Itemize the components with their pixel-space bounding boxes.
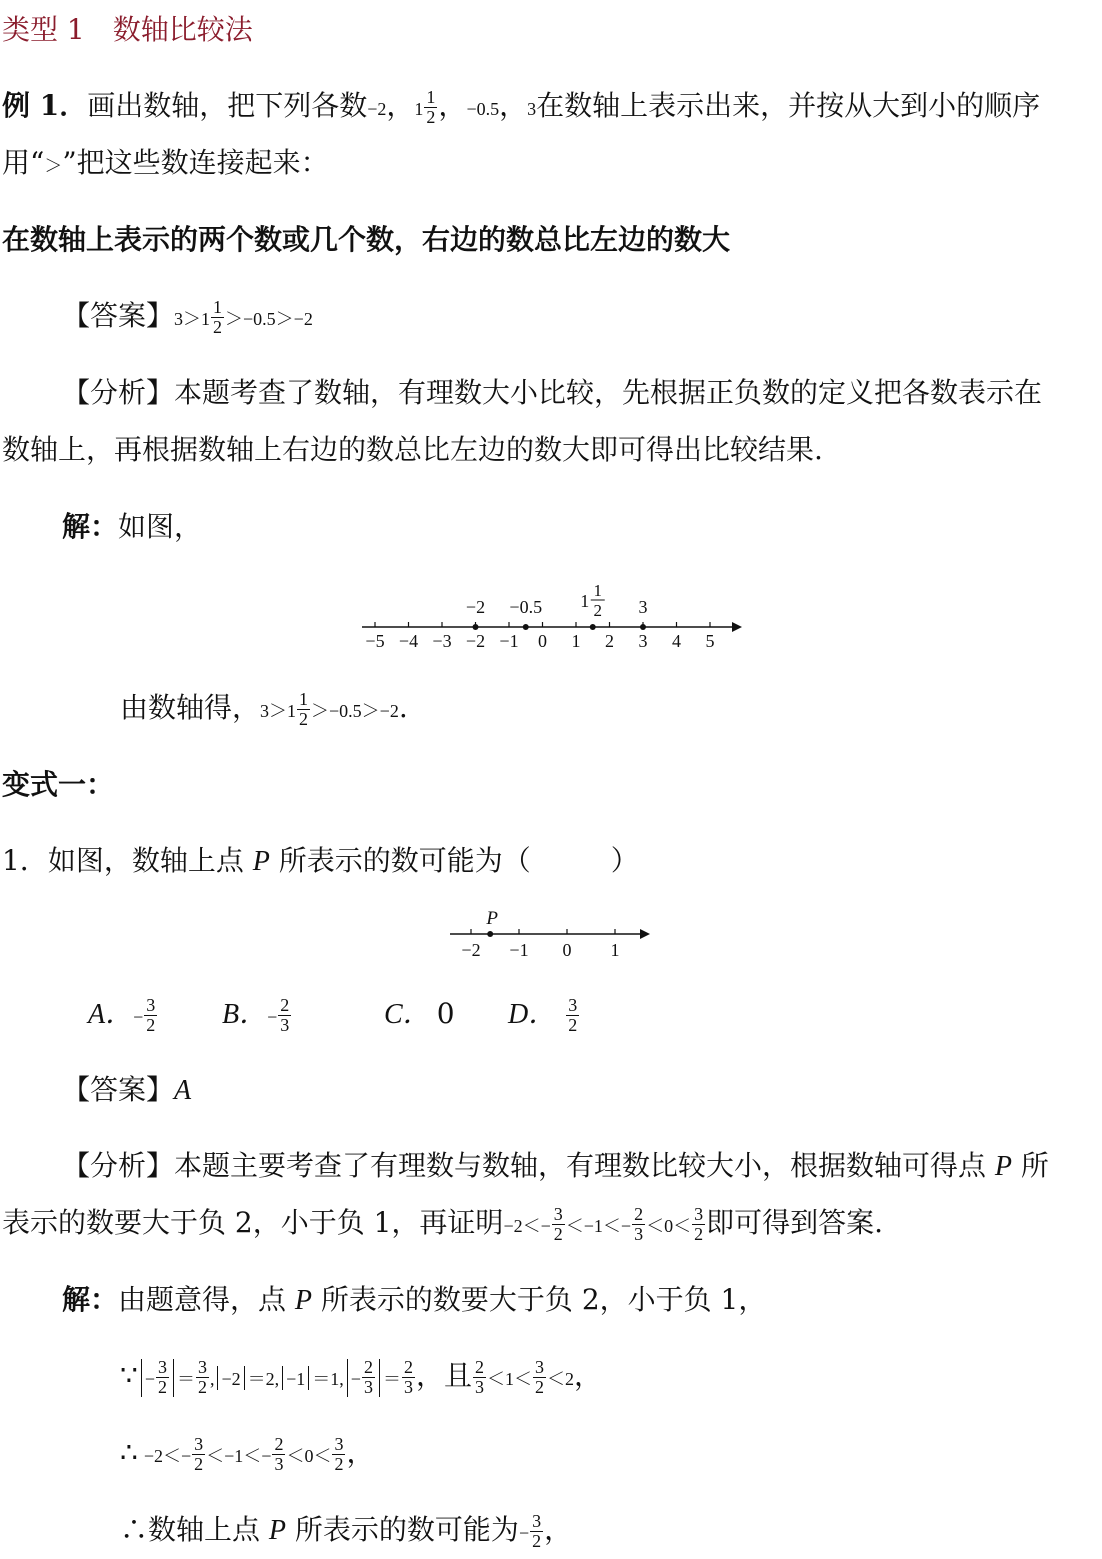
comma: , <box>209 1369 215 1389</box>
answer-1 <box>62 296 313 339</box>
option-fraction <box>278 996 291 1035</box>
lt-symbol: ＜ <box>522 1216 541 1236</box>
fraction-numerator: 3 <box>534 1357 544 1377</box>
fraction-denominator: 2 <box>532 1531 542 1551</box>
point-p-label: P <box>486 908 499 929</box>
question-text-c: ） <box>610 844 639 877</box>
fraction <box>530 1512 543 1551</box>
tick-label: 0 <box>562 940 572 960</box>
conclusion-expr-b: ＞−0.5＞−2 <box>311 701 399 721</box>
conclusion-text: 由数轴得， <box>120 691 261 724</box>
therefore-symbol: ∴ <box>120 1436 138 1469</box>
fraction-denominator: 2 <box>694 1224 704 1244</box>
lt-symbol: ＜ <box>513 1369 532 1389</box>
fraction-numerator: 2 <box>280 995 290 1015</box>
fraction-denominator: 3 <box>280 1015 290 1035</box>
tick-label: 1 <box>610 940 620 960</box>
solution-text: 如图， <box>118 510 203 543</box>
math-term: 1 <box>330 1369 340 1389</box>
option-b <box>222 994 292 1037</box>
point-p-dot <box>487 931 493 937</box>
math-term: 1 <box>504 1369 514 1389</box>
arrow-head <box>640 929 650 939</box>
answer-value: A <box>174 1075 192 1106</box>
abs-bar <box>217 1366 218 1390</box>
point-label-denominator: 2 <box>593 601 602 620</box>
lt-symbol: ＜ <box>486 1369 505 1389</box>
math-term: −1 <box>286 1369 306 1389</box>
fraction-numerator: 3 <box>197 1357 207 1377</box>
tick-label: −1 <box>499 631 519 651</box>
point-dot <box>473 624 479 630</box>
point-label: −2 <box>465 597 486 617</box>
fraction <box>362 1358 375 1397</box>
option-letter: B． <box>222 999 268 1030</box>
fraction-denominator: 2 <box>213 317 223 337</box>
math-term: −2 <box>143 1446 163 1466</box>
analysis-text-d: 即可得到答案. <box>706 1206 883 1239</box>
comma: , <box>274 1369 280 1389</box>
abs-bar <box>282 1366 283 1390</box>
fraction <box>632 1205 645 1244</box>
example-text-a: 画出数轴，把下列各数 <box>87 89 368 122</box>
solution-label: 解： <box>62 1283 119 1316</box>
tick-label: −5 <box>365 631 385 651</box>
therefore-text-a: 数轴上点 <box>148 1513 269 1546</box>
fraction-numerator: 3 <box>568 995 578 1015</box>
fraction-numerator: 3 <box>532 1511 542 1531</box>
comma: ， <box>573 1359 602 1392</box>
minus-sign: − <box>518 1523 530 1543</box>
example-number-2-fraction <box>424 88 437 127</box>
therefore-symbol: ∴ <box>120 1513 149 1546</box>
math-term: −2 <box>221 1369 241 1389</box>
period: . <box>398 691 408 724</box>
comma: ， <box>544 1513 573 1546</box>
eq-symbol: ＝ <box>312 1369 331 1389</box>
fraction-denominator: 2 <box>299 709 309 729</box>
question-text-b: 所表示的数可能为（ <box>269 844 531 877</box>
point-label: −0.5 <box>509 597 543 617</box>
fraction <box>473 1358 486 1397</box>
eq-symbol: ＝ <box>382 1369 401 1389</box>
fraction <box>402 1358 415 1397</box>
minus-sign: − <box>144 1369 155 1389</box>
fraction-denominator: 3 <box>363 1377 373 1397</box>
fraction-numerator: 1 <box>213 297 223 317</box>
because-symbol: ∵ <box>120 1359 138 1392</box>
separator: ， <box>499 89 528 122</box>
minus-sign: − <box>620 1216 632 1236</box>
math-term: −1 <box>224 1446 244 1466</box>
comma: , <box>339 1369 344 1389</box>
fraction-denominator: 3 <box>403 1377 413 1397</box>
point-label: 3 <box>638 597 648 617</box>
section-title: 类型 1 数轴比较法 <box>2 13 253 46</box>
therefore-line-2 <box>120 1510 572 1553</box>
tick-label: −2 <box>465 631 486 651</box>
tick-label: −4 <box>398 631 419 651</box>
fraction-denominator: 3 <box>634 1224 644 1244</box>
point-dot <box>590 624 596 630</box>
point-label-numerator: 1 <box>593 581 602 600</box>
fraction <box>272 1435 285 1474</box>
point-dot <box>640 624 646 630</box>
minus-sign: − <box>540 1216 551 1236</box>
solution-text-b: 所表示的数要大于负 2，小于负 1， <box>312 1283 767 1316</box>
fraction-denominator: 2 <box>334 1454 344 1474</box>
and-text: ，且 <box>415 1359 472 1392</box>
fraction <box>156 1358 169 1397</box>
option-c <box>384 994 455 1035</box>
math-term: 0 <box>664 1216 674 1236</box>
answer-expr-a: 3＞1 <box>174 309 211 329</box>
example-line2-start: 用“ <box>2 146 45 179</box>
option-fraction <box>566 996 579 1035</box>
minus-sign: − <box>267 1007 278 1027</box>
abs-bar <box>173 1359 174 1397</box>
solution-2 <box>62 1280 766 1321</box>
solution-text-a: 由题意得，点 <box>118 1283 295 1316</box>
fraction <box>533 1358 546 1397</box>
tick-label: −3 <box>432 631 452 651</box>
tick-label: 2 <box>605 631 614 651</box>
fraction-denominator: 2 <box>197 1377 207 1397</box>
fraction-denominator: 2 <box>146 1015 156 1035</box>
minus-sign: − <box>261 1446 272 1466</box>
abs-bar <box>379 1359 380 1397</box>
abs-bar <box>308 1366 309 1390</box>
example-number-2-whole: 1 <box>414 99 424 119</box>
fraction-numerator: 2 <box>634 1204 644 1224</box>
point-p: P <box>294 1285 313 1316</box>
abs-bar <box>244 1366 245 1390</box>
math-term: 2 <box>265 1369 275 1389</box>
tick-label: −2 <box>461 940 481 960</box>
conclusion-expr-a: 3＞1 <box>260 701 297 721</box>
fraction-denominator: 2 <box>426 107 436 127</box>
lt-symbol: ＜ <box>646 1216 665 1236</box>
fraction-denominator: 2 <box>568 1015 578 1035</box>
fraction-numerator: 2 <box>403 1357 413 1377</box>
tick-label: 1 <box>571 631 581 651</box>
fraction-numerator: 1 <box>299 689 309 709</box>
example-line-2 <box>2 143 329 186</box>
fraction-numerator: 2 <box>274 1434 284 1454</box>
point-dot <box>523 624 529 630</box>
number-line-1 <box>360 578 750 658</box>
fraction-numerator: 1 <box>426 87 436 107</box>
fraction-denominator: 2 <box>534 1377 544 1397</box>
point-p: P <box>994 1151 1013 1182</box>
solution-1 <box>62 507 202 547</box>
tick-label: 0 <box>538 631 547 651</box>
abs-bar <box>141 1359 142 1397</box>
minus-sign: − <box>180 1446 192 1466</box>
example-number-3: −0.5 <box>466 99 500 119</box>
fraction-denominator: 2 <box>194 1454 204 1474</box>
tick-label: 5 <box>705 631 715 651</box>
math-term: −1 <box>583 1216 603 1236</box>
fraction-numerator: 2 <box>474 1357 484 1377</box>
fraction <box>332 1435 345 1474</box>
therefore-line-1 <box>120 1433 374 1476</box>
fraction <box>196 1358 209 1397</box>
fraction-numerator: 3 <box>146 995 156 1015</box>
lt-symbol: ＜ <box>546 1369 565 1389</box>
fraction-numerator: 3 <box>194 1434 204 1454</box>
fraction-numerator: 2 <box>363 1357 373 1377</box>
example-text-b: 在数轴上表示出来，并按从大到小的顺序 <box>536 89 1041 122</box>
fraction-denominator: 2 <box>553 1224 563 1244</box>
lt-symbol: ＜ <box>206 1446 225 1466</box>
example-number-4: 3 <box>527 99 537 119</box>
analysis-2-line-2 <box>2 1203 883 1246</box>
because-line <box>120 1356 602 1399</box>
fraction-numerator: 3 <box>157 1357 167 1377</box>
analysis-2-line-1 <box>62 1146 1049 1187</box>
tick-label: 3 <box>638 631 648 651</box>
answer-label: 【答案】 <box>62 1073 175 1106</box>
lt-symbol: ＜ <box>673 1216 692 1236</box>
fraction <box>192 1435 205 1474</box>
fraction-numerator: 3 <box>694 1204 704 1224</box>
fraction-numerator: 3 <box>334 1434 344 1454</box>
lt-symbol: ＜ <box>286 1446 305 1466</box>
analysis-1-line-1: 【分析】本题考查了数轴，有理数大小比较，先根据正负数的定义把各数表示在 <box>62 376 1043 409</box>
option-a <box>88 994 158 1037</box>
point-p: P <box>268 1515 287 1546</box>
abs-bar <box>347 1359 348 1397</box>
option-fraction <box>144 996 157 1035</box>
question-1 <box>2 841 639 882</box>
option-value: 0 <box>436 997 455 1030</box>
conclusion-1 <box>120 688 408 731</box>
number-line-2 <box>445 905 660 965</box>
fraction-denominator: 2 <box>157 1377 167 1397</box>
math-term: 2 <box>564 1369 574 1389</box>
separator: ， <box>386 89 415 122</box>
tick-label: 4 <box>672 631 681 651</box>
math-term: −2 <box>503 1216 523 1236</box>
fraction <box>552 1205 565 1244</box>
math-term: 0 <box>304 1446 314 1466</box>
separator: ， <box>438 89 467 122</box>
lt-symbol: ＜ <box>243 1446 262 1466</box>
lt-symbol: ＜ <box>602 1216 621 1236</box>
lt-symbol: ＜ <box>565 1216 584 1236</box>
fraction-denominator: 3 <box>274 1454 284 1474</box>
answer-expr-b: ＞−0.5＞−2 <box>225 309 313 329</box>
tick-label: −1 <box>509 940 529 960</box>
example-number-1: −2 <box>367 99 387 119</box>
solution-label: 解： <box>62 510 119 543</box>
greater-than-symbol: ＞ <box>44 156 63 176</box>
fraction <box>692 1205 705 1244</box>
eq-symbol: ＝ <box>247 1369 266 1389</box>
point-label-whole: 1 <box>580 591 590 611</box>
eq-symbol: ＝ <box>176 1369 195 1389</box>
answer-label: 【答案】 <box>62 299 175 332</box>
option-letter: D． <box>508 999 557 1030</box>
lt-symbol: ＜ <box>162 1446 181 1466</box>
lt-symbol: ＜ <box>313 1446 332 1466</box>
option-letter: A． <box>88 999 134 1030</box>
analysis-1-line-2: 数轴上，再根据数轴上右边的数总比左边的数大即可得出比较结果. <box>2 433 823 466</box>
fraction-denominator: 3 <box>474 1377 484 1397</box>
minus-sign: − <box>133 1007 144 1027</box>
fraction-numerator: 3 <box>553 1204 563 1224</box>
comma: ， <box>346 1436 375 1469</box>
answer-2 <box>62 1070 191 1111</box>
example-line2-end: ”把这些数连接起来： <box>62 146 329 179</box>
conclusion-fraction <box>297 690 310 729</box>
variant-title: 变式一： <box>2 768 115 801</box>
option-letter: C． <box>384 999 431 1030</box>
example-line-1 <box>2 86 1040 129</box>
arrow-head <box>732 622 742 632</box>
analysis-text-b: 所 <box>1012 1149 1049 1182</box>
rule-text: 在数轴上表示的两个数或几个数，右边的数总比左边的数大 <box>2 223 731 256</box>
question-text-a: 1．如图，数轴上点 <box>2 844 253 877</box>
example-label: 例 1． <box>2 89 88 122</box>
point-p: P <box>252 846 270 877</box>
option-d <box>508 994 580 1035</box>
analysis-text-a: 【分析】本题主要考查了有理数与数轴，有理数比较大小，根据数轴可得点 <box>62 1149 995 1182</box>
minus-sign: − <box>350 1369 361 1389</box>
therefore-text-b: 所表示的数可能为 <box>286 1513 519 1546</box>
analysis-text-c: 表示的数要大于负 2，小于负 1，再证明 <box>2 1206 504 1239</box>
answer-fraction <box>211 298 224 337</box>
